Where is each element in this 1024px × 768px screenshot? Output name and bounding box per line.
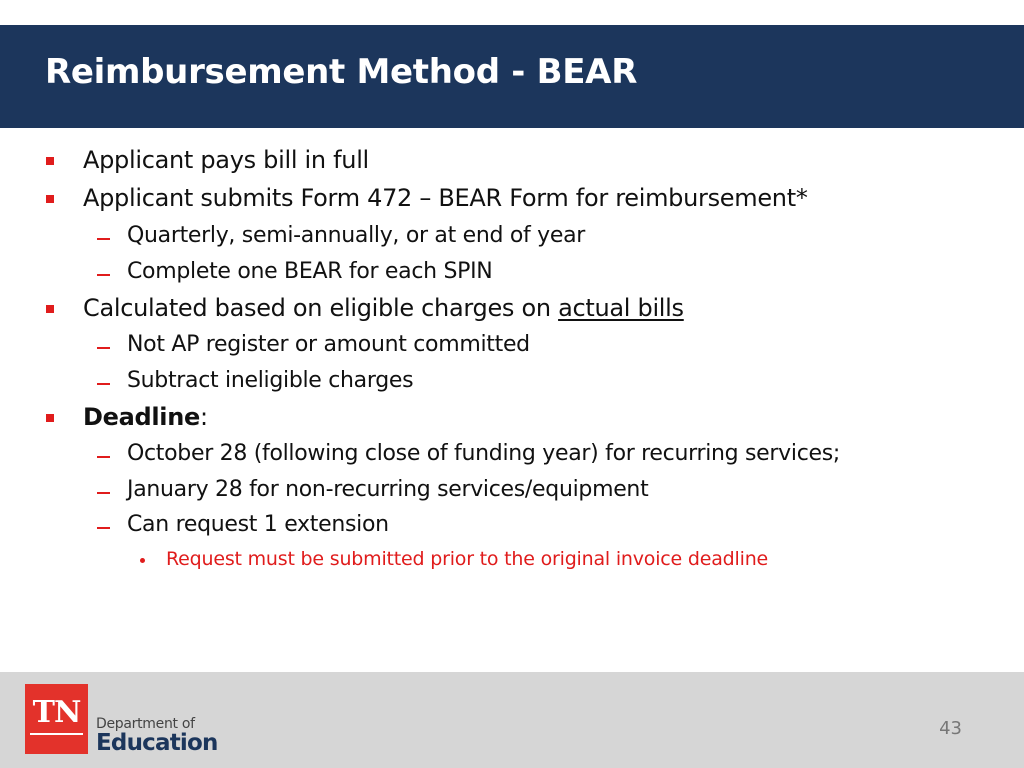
sub-sub-bullet-item: Request must be submitted prior to the original invoice deadline [166, 548, 769, 570]
logo-department-text: Department of [96, 716, 195, 732]
dash-bullet-icon [97, 492, 110, 494]
dash-bullet-icon [97, 456, 110, 458]
sub-bullet-item: Not AP register or amount committed [127, 332, 530, 357]
bullet-item: Applicant pays bill in full [83, 146, 369, 174]
page-number: 43 [939, 718, 962, 739]
dash-bullet-icon [97, 274, 110, 276]
dash-bullet-icon [97, 238, 110, 240]
underlined-text: actual bills [558, 294, 684, 322]
sub-bullet-item: October 28 (following close of funding year) for recurring services; [127, 441, 841, 466]
bullet-text: Calculated based on eligible charges on [83, 294, 559, 322]
deadline-colon: : [200, 403, 208, 431]
slide-title: Reimbursement Method - BEAR [45, 52, 638, 92]
square-bullet-icon [46, 157, 54, 165]
square-bullet-icon [46, 195, 54, 203]
square-bullet-icon [46, 305, 54, 313]
deadline-label: Deadline [83, 403, 200, 431]
bullet-item: Applicant submits Form 472 – BEAR Form for reimbursement* [83, 184, 808, 212]
sub-bullet-item: Subtract ineligible charges [127, 368, 414, 393]
sub-bullet-item: Complete one BEAR for each SPIN [127, 259, 493, 284]
dash-bullet-icon [97, 383, 110, 385]
sub-bullet-item: Can request 1 extension [127, 512, 389, 537]
sub-bullet-item: Quarterly, semi-annually, or at end of year [127, 223, 586, 248]
dash-bullet-icon [97, 527, 110, 529]
tn-logo-mark: TN [32, 695, 81, 730]
dash-bullet-icon [97, 347, 110, 349]
square-bullet-icon [46, 414, 54, 422]
bullet-item [83, 294, 684, 322]
bullet-item [83, 403, 208, 431]
logo-underline [30, 733, 83, 735]
logo-education-text: Education [96, 730, 218, 756]
sub-bullet-item: January 28 for non-recurring services/equipment [127, 477, 649, 502]
dot-bullet-icon [140, 558, 145, 563]
